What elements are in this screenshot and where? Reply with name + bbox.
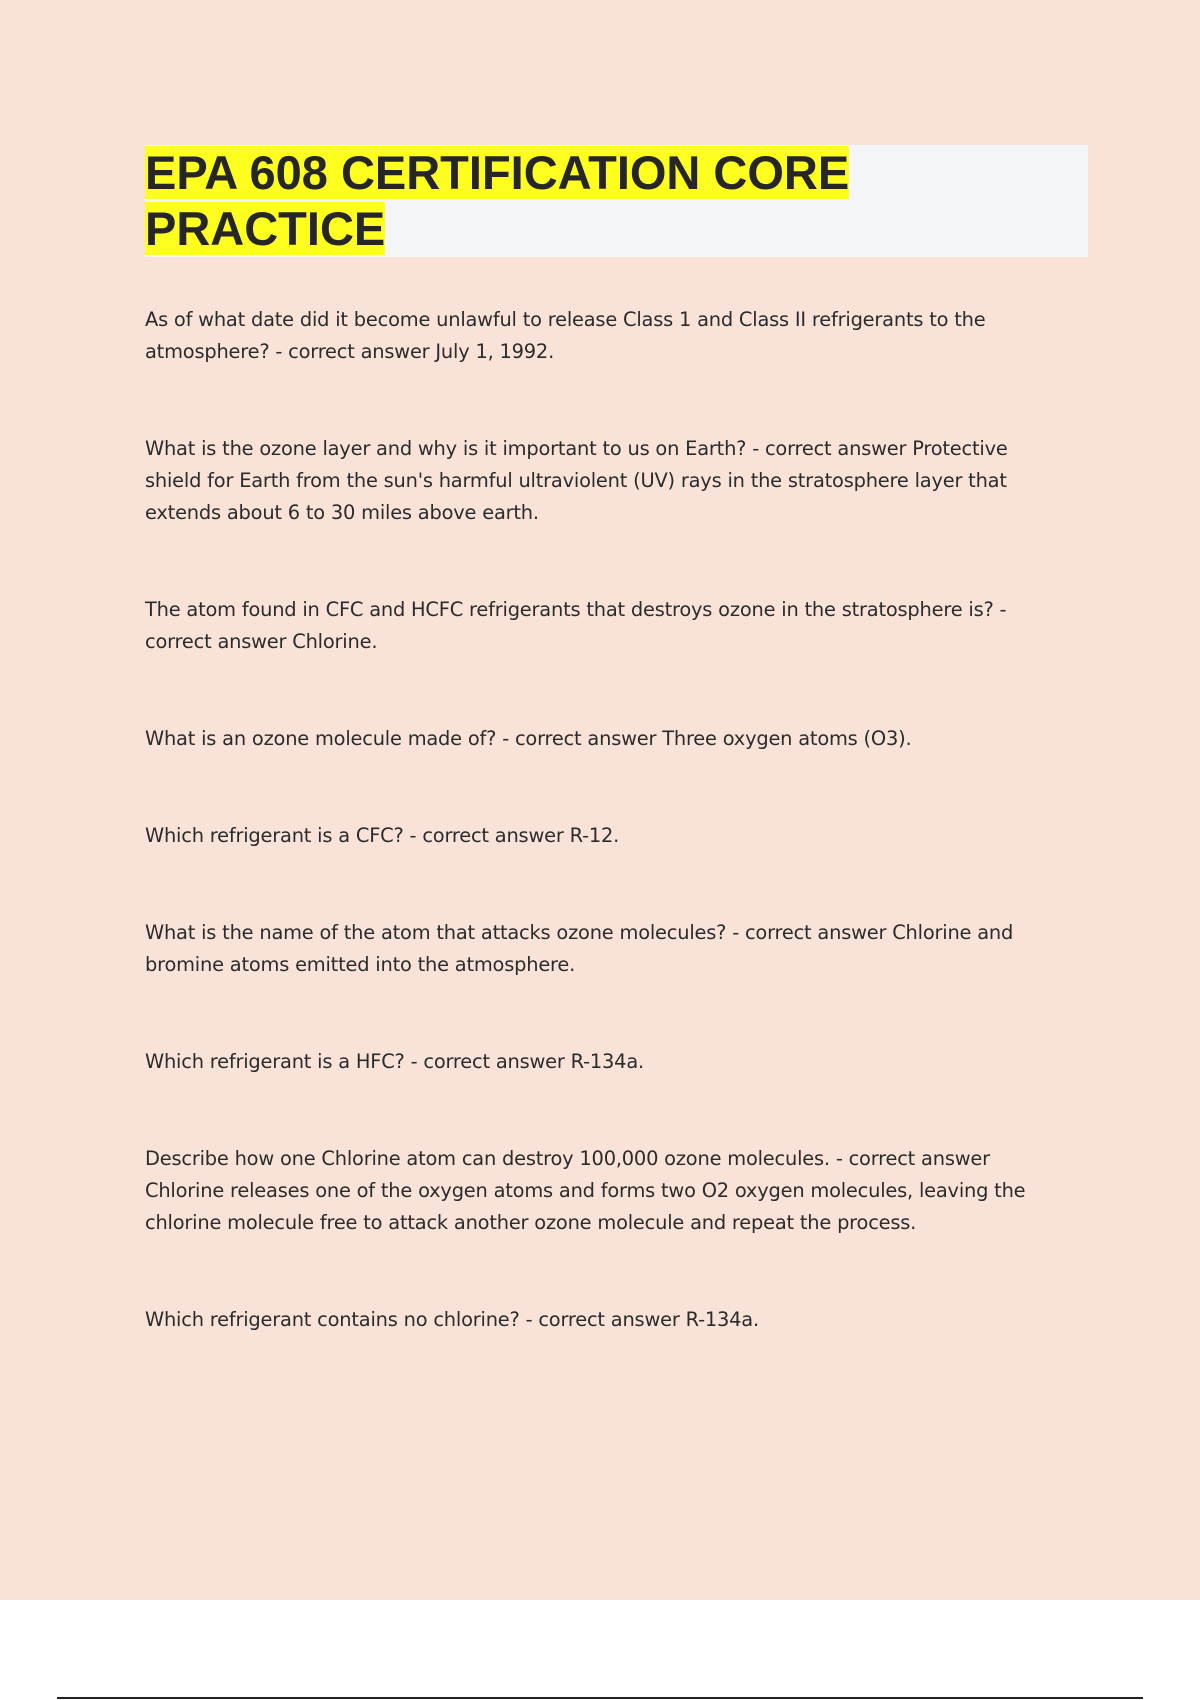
qa-item: Describe how one Chlorine atom can destroy 100,000 ozone molecules. - correct answer Chlorine releases one of the oxygen atoms and forms two O2 oxygen molecules, leaving the chlorine molecule free to attack another ozone molecule and repeat the process. <box>145 1147 1026 1234</box>
qa-item: Which refrigerant contains no chlorine? - correct answer R-134a. <box>145 1308 759 1331</box>
page-title <box>145 145 905 257</box>
qa-item: What is the name of the atom that attacks ozone molecules? - correct answer Chlorine and bromine atoms emitted into the atmosphere. <box>145 921 1014 976</box>
title-block <box>145 145 1088 257</box>
qa-item: The atom found in CFC and HCFC refrigerants that destroys ozone in the stratosphere is? - correct answer Chlorine. <box>145 598 1007 653</box>
qa-list <box>145 304 1045 1401</box>
qa-item: Which refrigerant is a HFC? - correct answer R-134a. <box>145 1050 644 1073</box>
qa-item: Which refrigerant is a CFC? - correct answer R-12. <box>145 824 620 847</box>
footer-divider <box>57 1697 1143 1699</box>
page-title-text: EPA 608 CERTIFICATION CORE PRACTICE <box>145 146 850 255</box>
qa-item: What is the ozone layer and why is it important to us on Earth? - correct answer Protective shield for Earth from the sun's harmful ultraviolent (UV) rays in the stratosphere layer that extends about 6 to 30 miles above earth. <box>145 437 1008 524</box>
qa-item: What is an ozone molecule made of? - correct answer Three oxygen atoms (O3). <box>145 727 912 750</box>
qa-item: As of what date did it become unlawful to release Class 1 and Class II refrigerants to the atmosphere? - correct answer July 1, 1992. <box>145 308 986 363</box>
